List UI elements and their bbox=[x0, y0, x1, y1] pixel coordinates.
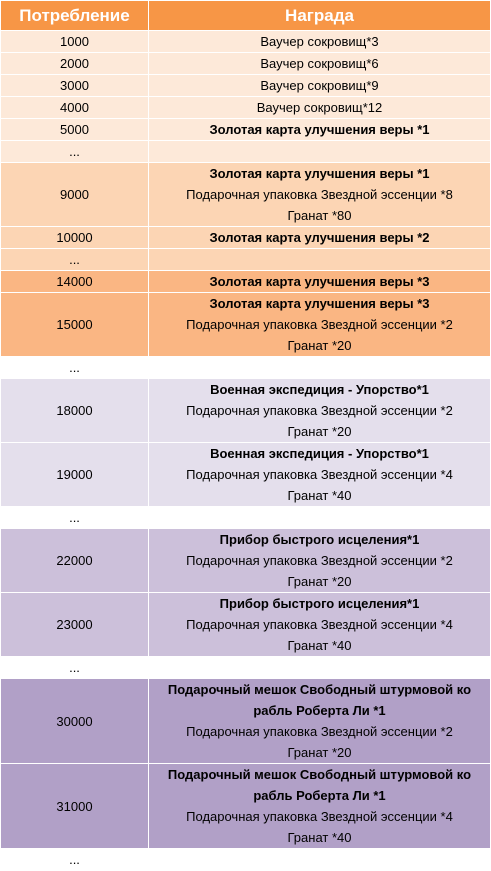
reward-line bbox=[149, 357, 490, 378]
reward-line bbox=[149, 507, 490, 528]
reward-line: Золотая карта улучшения веры *1 bbox=[209, 166, 430, 181]
reward-line: Военная экспедиция - Упорство*1 bbox=[210, 446, 429, 461]
reward-cell bbox=[149, 53, 491, 75]
reward-cell bbox=[149, 357, 491, 379]
consumption-cell: ... bbox=[1, 249, 149, 271]
reward-line bbox=[149, 249, 490, 270]
header-row bbox=[1, 1, 491, 31]
reward-line: рабль Роберта Ли *1 bbox=[253, 703, 386, 718]
reward-line bbox=[149, 657, 490, 678]
consumption-cell: 23000 bbox=[1, 593, 149, 657]
table-row bbox=[1, 679, 491, 764]
reward-line: Гранат *20 bbox=[287, 424, 352, 439]
reward-line: Военная экспедиция - Упорство*1 bbox=[210, 382, 429, 397]
reward-cell bbox=[149, 379, 491, 443]
consumption-cell: 3000 bbox=[1, 75, 149, 97]
consumption-cell: 5000 bbox=[1, 119, 149, 141]
consumption-cell: 30000 bbox=[1, 679, 149, 764]
table-row bbox=[1, 293, 491, 357]
reward-cell bbox=[149, 849, 491, 871]
table-row bbox=[1, 507, 491, 529]
table-row bbox=[1, 657, 491, 679]
reward-cell bbox=[149, 529, 491, 593]
table-row bbox=[1, 97, 491, 119]
reward-line: Подарочная упаковка Звездной эссенции *4 bbox=[186, 467, 453, 482]
table-row bbox=[1, 53, 491, 75]
reward-cell bbox=[149, 271, 491, 293]
reward-line: Гранат *40 bbox=[287, 488, 352, 503]
reward-cell bbox=[149, 163, 491, 227]
table-row bbox=[1, 271, 491, 293]
reward-line: Гранат *20 bbox=[287, 574, 352, 589]
reward-line: Подарочный мешок Свободный штурмовой ко bbox=[167, 682, 472, 697]
reward-line: Прибор быстрого исцеления*1 bbox=[219, 596, 420, 611]
reward-cell bbox=[149, 443, 491, 507]
reward-line: Подарочная упаковка Звездной эссенции *2 bbox=[186, 403, 453, 418]
reward-cell bbox=[149, 764, 491, 849]
reward-line: Ваучер сокровищ*3 bbox=[260, 34, 379, 49]
consumption-cell: 15000 bbox=[1, 293, 149, 357]
consumption-cell: 4000 bbox=[1, 97, 149, 119]
table-row bbox=[1, 119, 491, 141]
consumption-cell: ... bbox=[1, 357, 149, 379]
reward-cell bbox=[149, 679, 491, 764]
consumption-cell: 18000 bbox=[1, 379, 149, 443]
table-row bbox=[1, 163, 491, 227]
consumption-cell: ... bbox=[1, 141, 149, 163]
reward-line bbox=[149, 141, 490, 162]
reward-cell bbox=[149, 293, 491, 357]
reward-line: Подарочный мешок Свободный штурмовой ко bbox=[167, 767, 472, 782]
consumption-cell: 22000 bbox=[1, 529, 149, 593]
reward-line: Гранат *80 bbox=[287, 208, 352, 223]
reward-line bbox=[149, 849, 490, 870]
table-row bbox=[1, 849, 491, 871]
column-header-reward: Награда bbox=[149, 1, 491, 31]
table-row bbox=[1, 379, 491, 443]
reward-line: Гранат *40 bbox=[287, 830, 352, 845]
reward-line: Подарочная упаковка Звездной эссенции *4 bbox=[186, 617, 453, 632]
table-row bbox=[1, 227, 491, 249]
reward-cell bbox=[149, 141, 491, 163]
consumption-cell: ... bbox=[1, 657, 149, 679]
reward-line: рабль Роберта Ли *1 bbox=[253, 788, 386, 803]
reward-cell bbox=[149, 31, 491, 53]
consumption-cell: 9000 bbox=[1, 163, 149, 227]
consumption-cell: 31000 bbox=[1, 764, 149, 849]
reward-line: Прибор быстрого исцеления*1 bbox=[219, 532, 420, 547]
reward-line: Ваучер сокровищ*9 bbox=[260, 78, 379, 93]
reward-line: Гранат *20 bbox=[287, 745, 352, 760]
reward-line: Подарочная упаковка Звездной эссенции *2 bbox=[186, 317, 453, 332]
reward-cell bbox=[149, 119, 491, 141]
reward-line: Подарочная упаковка Звездной эссенции *2 bbox=[186, 724, 453, 739]
reward-line: Золотая карта улучшения веры *3 bbox=[209, 274, 430, 289]
table-row bbox=[1, 249, 491, 271]
reward-cell bbox=[149, 75, 491, 97]
table-row bbox=[1, 357, 491, 379]
reward-cell bbox=[149, 249, 491, 271]
reward-cell bbox=[149, 227, 491, 249]
consumption-cell: 2000 bbox=[1, 53, 149, 75]
reward-line: Золотая карта улучшения веры *3 bbox=[209, 296, 430, 311]
reward-line: Золотая карта улучшения веры *1 bbox=[209, 122, 430, 137]
reward-line: Гранат *40 bbox=[287, 638, 352, 653]
table-row bbox=[1, 443, 491, 507]
consumption-cell: 19000 bbox=[1, 443, 149, 507]
table-row bbox=[1, 75, 491, 97]
consumption-cell: ... bbox=[1, 849, 149, 871]
consumption-cell: 14000 bbox=[1, 271, 149, 293]
table-row bbox=[1, 529, 491, 593]
consumption-cell: ... bbox=[1, 507, 149, 529]
reward-line: Ваучер сокровищ*12 bbox=[256, 100, 383, 115]
reward-line: Подарочная упаковка Звездной эссенции *4 bbox=[186, 809, 453, 824]
table-row bbox=[1, 593, 491, 657]
table-row bbox=[1, 764, 491, 849]
reward-cell bbox=[149, 593, 491, 657]
column-header-consumption: Потребление bbox=[1, 1, 149, 31]
consumption-cell: 10000 bbox=[1, 227, 149, 249]
reward-line: Подарочная упаковка Звездной эссенции *2 bbox=[186, 553, 453, 568]
reward-cell bbox=[149, 97, 491, 119]
table-body bbox=[1, 31, 491, 871]
reward-line: Гранат *20 bbox=[287, 338, 352, 353]
table-row bbox=[1, 31, 491, 53]
reward-cell bbox=[149, 657, 491, 679]
reward-line: Ваучер сокровищ*6 bbox=[260, 56, 379, 71]
reward-line: Золотая карта улучшения веры *2 bbox=[209, 230, 430, 245]
reward-cell bbox=[149, 507, 491, 529]
consumption-cell: 1000 bbox=[1, 31, 149, 53]
reward-line: Подарочная упаковка Звездной эссенции *8 bbox=[186, 187, 453, 202]
table-row bbox=[1, 141, 491, 163]
